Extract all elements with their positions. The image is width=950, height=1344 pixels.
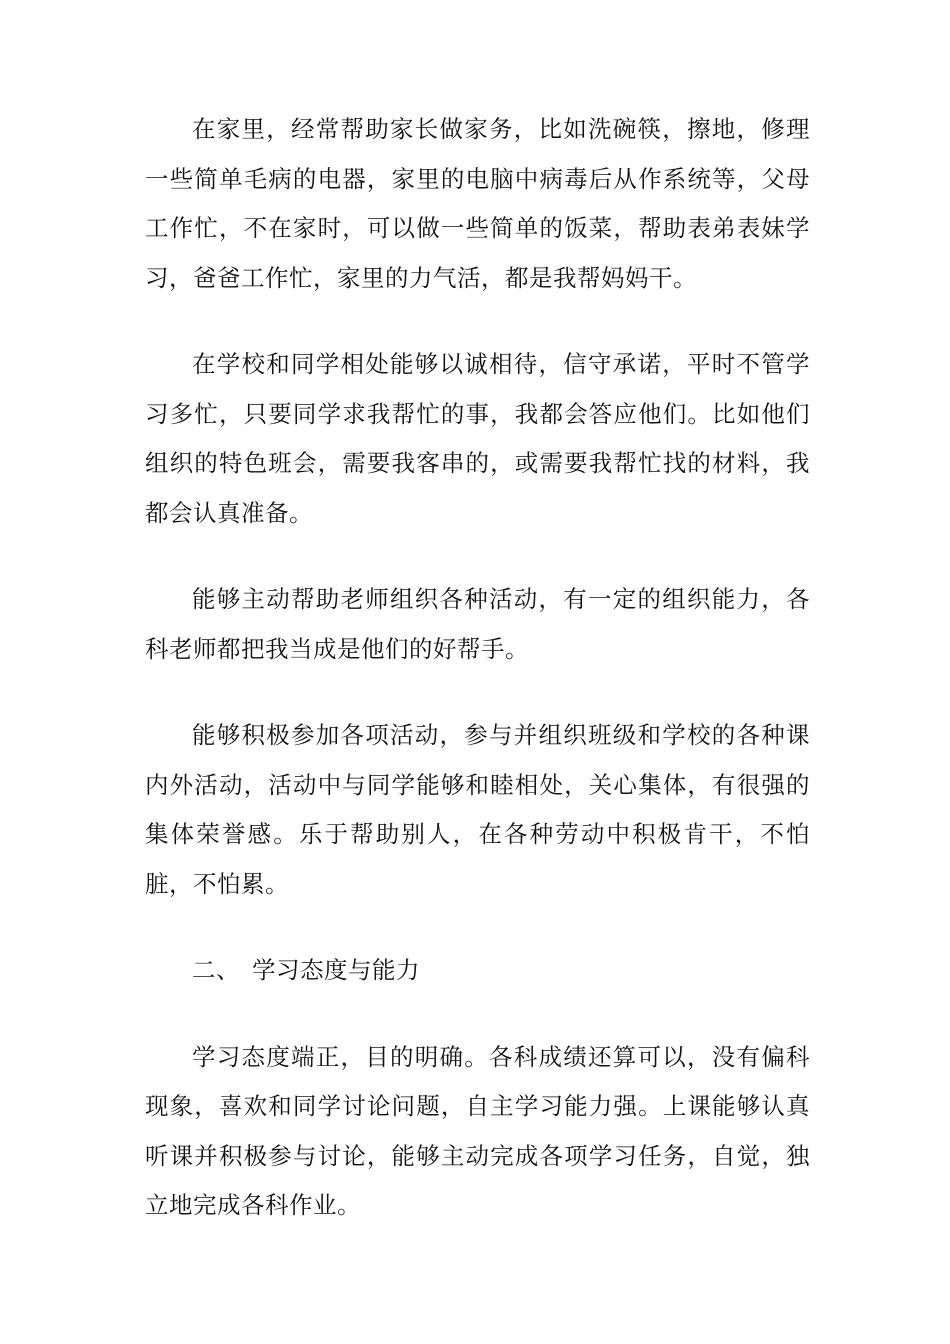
document-page [145,105,810,1231]
paragraph-teachers: 能够主动帮助老师组织各种活动，有一定的组织能力，各科老师都把我当成是他们的好帮手。 [145,585,810,663]
section-heading [145,946,810,996]
section-title: 学习态度与能力 [252,956,420,984]
paragraph-activities: 能够积极参加各项活动，参与并组织班级和学校的各种课内外活动，活动中与同学能够和睦相处，关心集体，有很强的集体荣誉感。乐于帮助别人，在各种劳动中积极肯干，不怕脏，不怕累。 [145,721,810,898]
paragraph-study-attitude: 学习态度端正，目的明确。各科成绩还算可以，没有偏科现象，喜欢和同学讨论问题，自主学习能力强。上课能够认真听课并积极参与讨论，能够主动完成各项学习任务，自觉，独立地完成各科作业。 [145,1042,810,1219]
section-number: 二、 [192,956,240,984]
paragraph-home-chores: 在家里，经常帮助家长做家务，比如洗碗筷，擦地，修理一些简单毛病的电器，家里的电脑中病毒后从作系统等，父母工作忙，不在家时，可以做一些简单的饭菜，帮助表弟表妹学习，爸爸工作忙，家里的力气活，都是我帮妈妈干。 [145,115,810,292]
paragraph-classmates: 在学校和同学相处能够以诚相待，信守承诺，平时不管学习多忙，只要同学求我帮忙的事，我都会答应他们。比如他们组织的特色班会，需要我客串的，或需要我帮忙找的材料，我都会认真准备。 [145,350,810,527]
